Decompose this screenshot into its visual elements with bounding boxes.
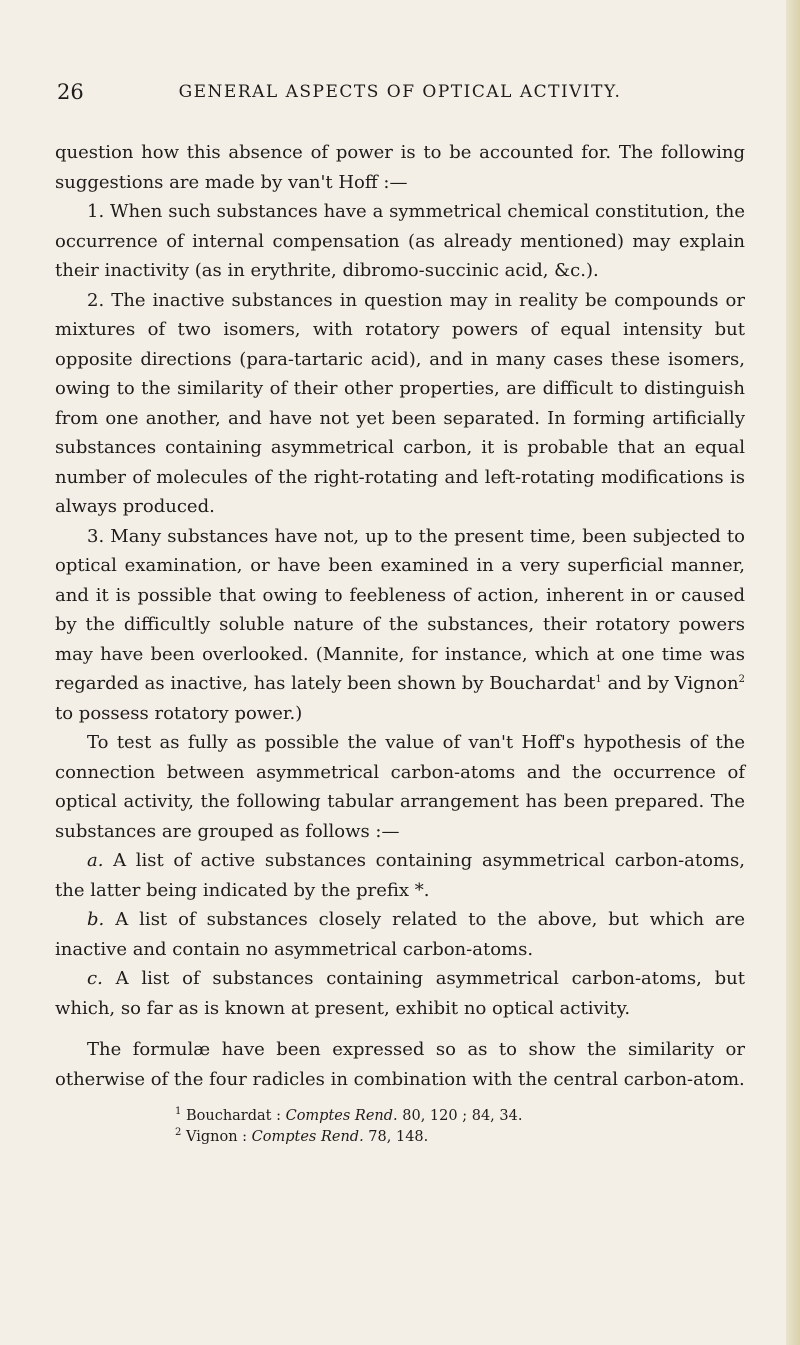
paragraph-suggestion-2: 2. The inactive substances in question may in reality be compounds or mixtures of two isomers, with rotatory powers of equal intensity but opposite directions (para-tartaric acid), and in many cases these isomers, owing to the similarity of their other properties, are difficult to distinguish from one another, and have not yet been separated. In forming artificially substances containing asymmetrical carbon, it is probable that an equal number of molecules of the right-rotating and left-rotating modifications is always produced. (55, 289, 745, 517)
list-text-a: A list of active substances containing asymmetrical carbon-atoms, the latter being indicated by the prefix *. (55, 850, 745, 901)
footnote-ref-1: 1 (595, 674, 602, 685)
list-letter-a: a. (87, 850, 104, 871)
list-text-c: A list of substances containing asymmetrical carbon-atoms, but which, so far as is known at present, exhibit no optical activity. (55, 968, 745, 1019)
list-letter-b: b. (87, 909, 105, 930)
suggestion-3-text-cont: and by Vignon (601, 673, 739, 694)
paragraph-hypothesis: To test as fully as possible the value of van't Hoff's hypothesis of the connection between asymmetrical carbon-atoms and the occurrence of optical activity, the following tabular arrangement has been prepared. The substances are grouped as follows :— (55, 732, 745, 842)
body-text (55, 138, 745, 1094)
footnotes (55, 1106, 745, 1148)
page-header (55, 80, 745, 120)
footnote-2-ref: 78, 148. (363, 1129, 429, 1145)
footnote-ref-2: 2 (738, 674, 745, 685)
footnote-1-ref: 80, 120 ; 84, 34. (397, 1108, 523, 1124)
suggestion-3-text-end: to possess rotatory power.) (55, 702, 303, 724)
running-title: GENERAL ASPECTS OF OPTICAL ACTIVITY. (178, 82, 622, 102)
footnote-1-journal: Comptes Rend. (285, 1108, 398, 1124)
footnote-2-mark: 2 (175, 1127, 182, 1139)
footnote-2-journal: Comptes Rend. (251, 1129, 364, 1145)
list-text-b: A list of substances closely related to the above, but which are inactive and contain no asymmetrical carbon-atoms. (55, 909, 745, 960)
footnote-2-author: Vignon : (181, 1129, 252, 1145)
list-item-c (55, 964, 745, 1023)
footnote-1-author: Bouchardat : (181, 1108, 286, 1124)
paragraph-intro: question how this absence of power is to be accounted for. The following suggestions are made by van't Hoff :— (55, 142, 745, 193)
paragraph-suggestion-1: 1. When such substances have a symmetrical chemical constitution, the occurrence of internal compensation (as already mentioned) may explain their inactivity (as in erythrite, dibromo-succinic acid, &c.). (55, 201, 745, 281)
book-page (55, 80, 745, 1148)
list-item-a (55, 846, 745, 905)
suggestion-3-text: 3. Many substances have not, up to the present time, been subjected to optical examination, or have been examined in a very superficial manner, and it is possible that owing to feebleness of action, inherent in or caused by the difficultly soluble nature of the substances, their rotatory powers may have been overlooked. (Mannite, for instance, which at one time was regarded as inactive, has lately been shown by Bouchardat (55, 525, 745, 694)
page-number: 26 (57, 80, 84, 104)
paragraph-suggestion-3 (55, 522, 745, 729)
footnote-1-mark: 1 (175, 1106, 182, 1118)
page-edge (786, 0, 800, 1345)
paragraph-formulae: The formulæ have been expressed so as to show the similarity or otherwise of the four radicles in combination with the central carbon-atom. (55, 1039, 745, 1090)
footnote-1 (175, 1106, 745, 1127)
list-item-b (55, 905, 745, 964)
list-letter-c: c. (87, 968, 103, 989)
footnote-2 (175, 1127, 745, 1148)
